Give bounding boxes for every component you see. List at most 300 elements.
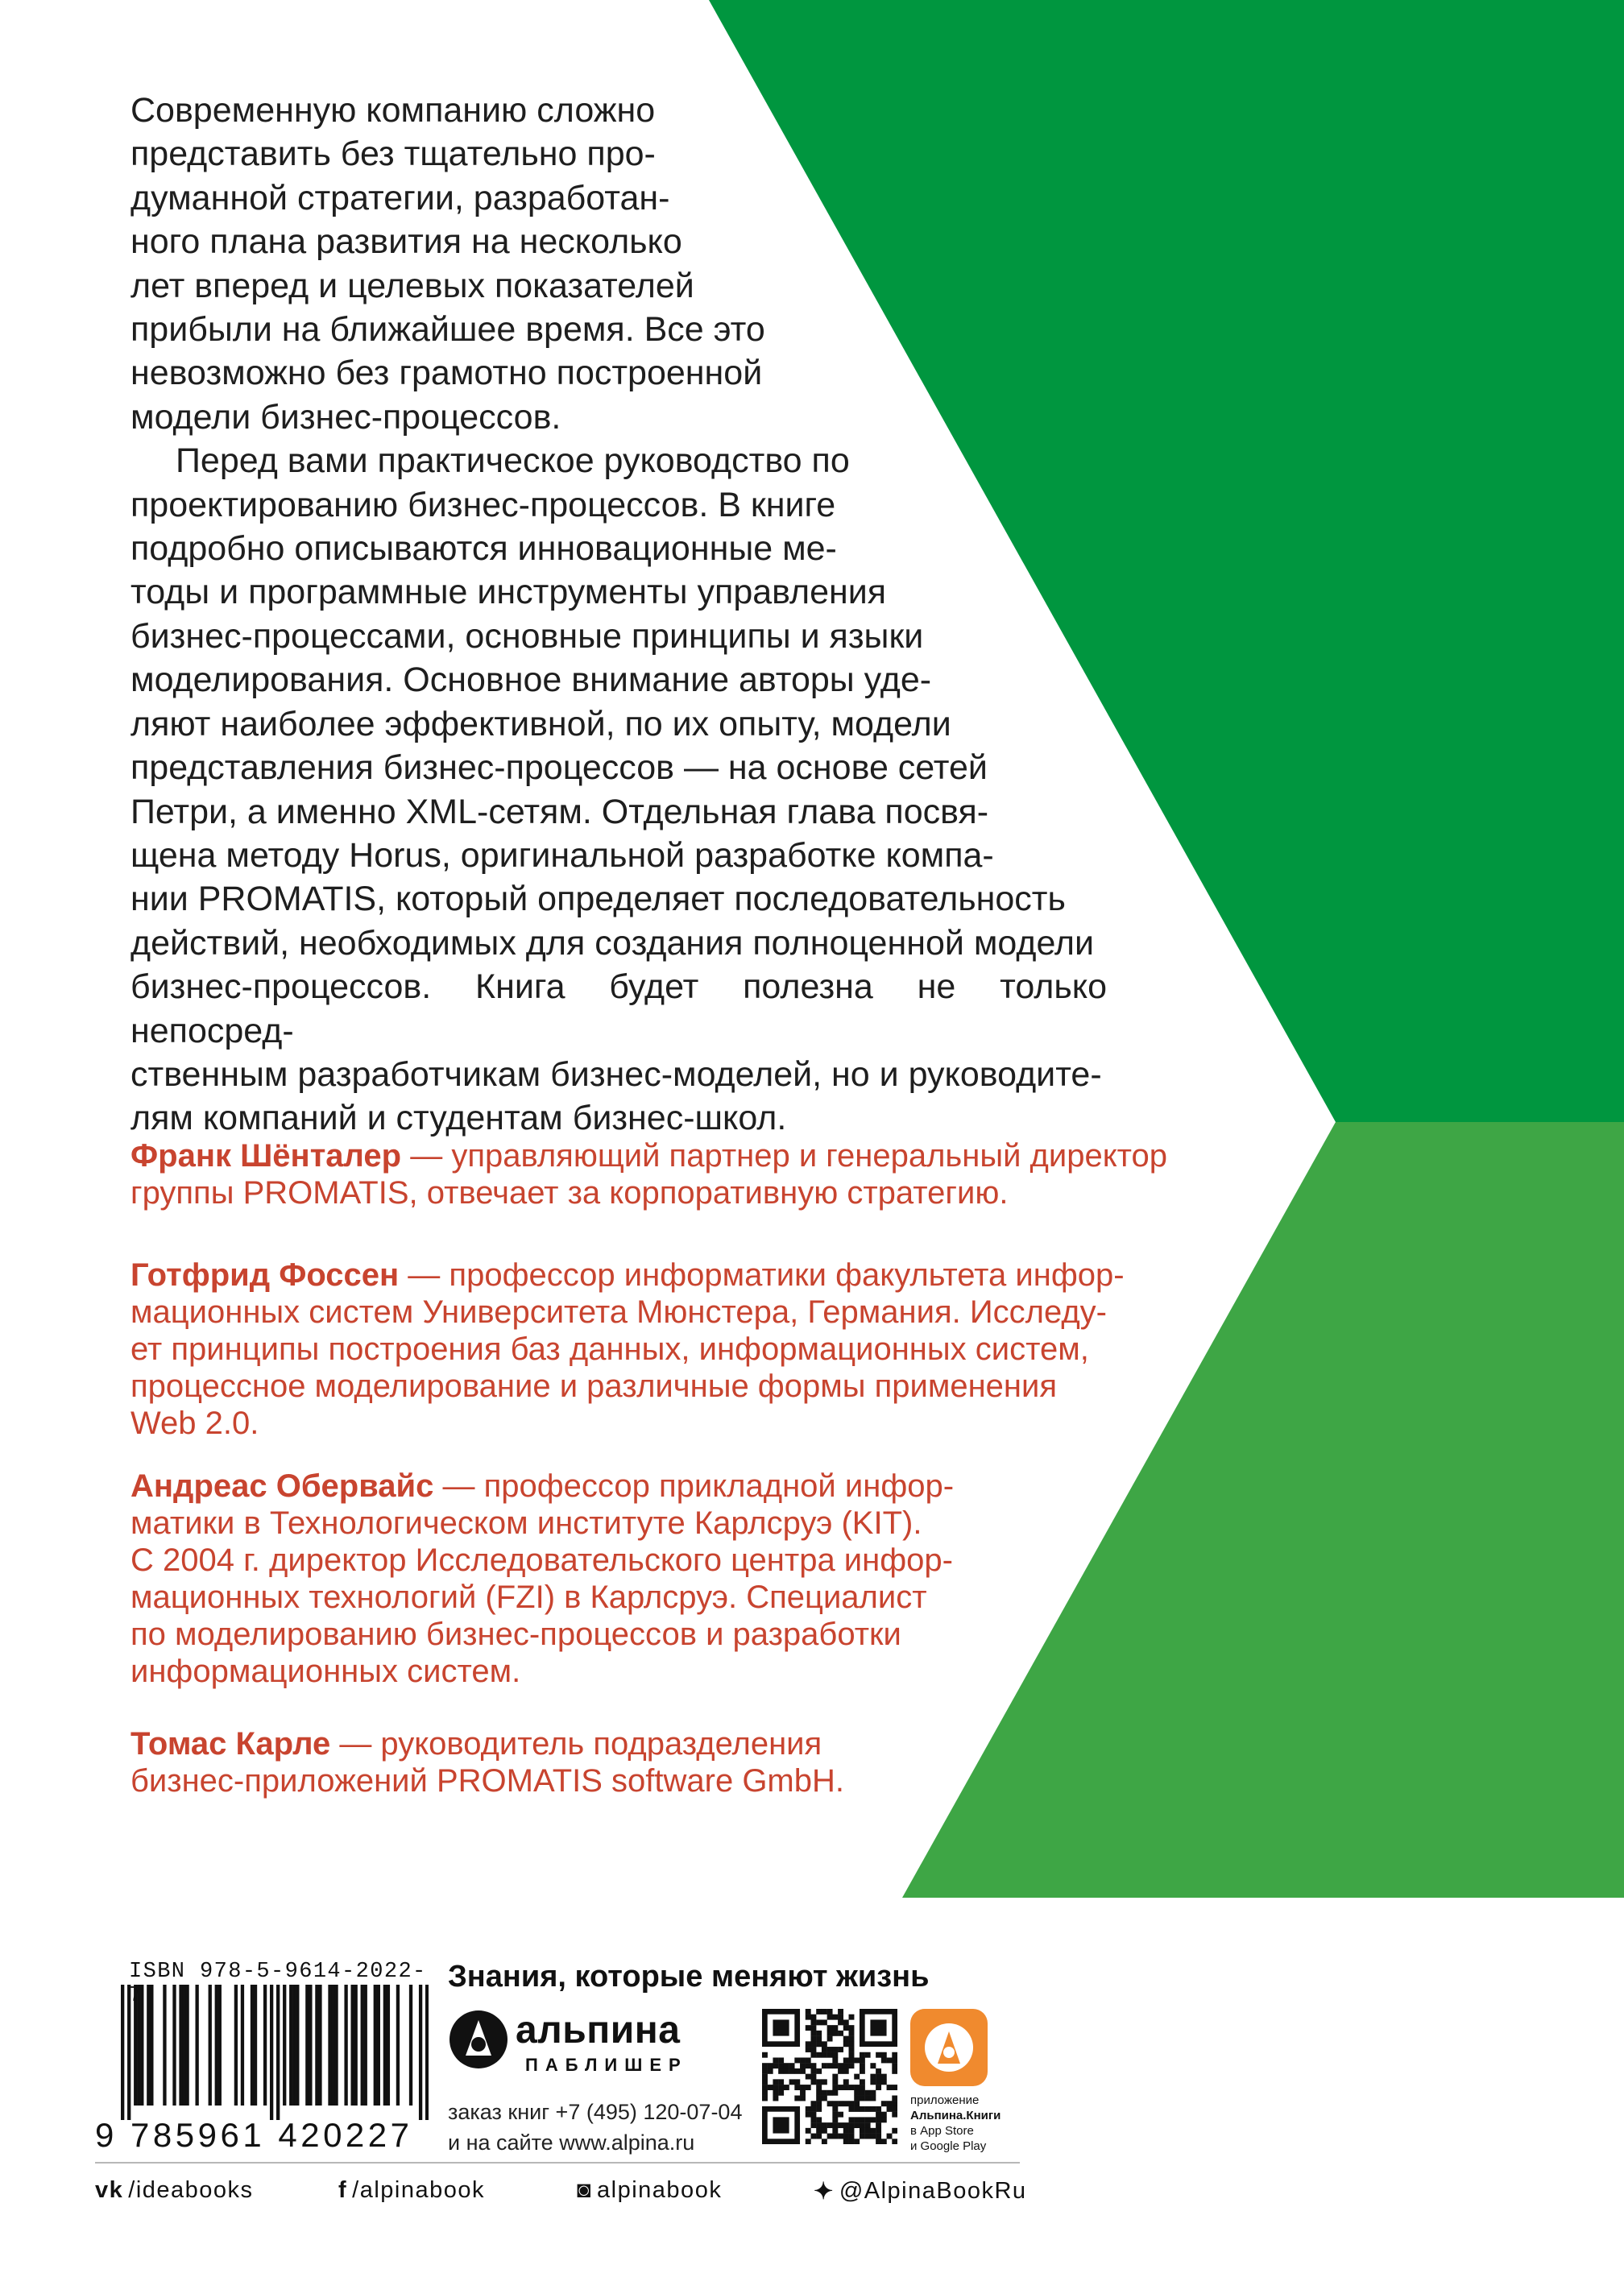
qr-module	[843, 2134, 849, 2139]
qr-module	[810, 2063, 816, 2068]
barcode-bar	[377, 1985, 380, 2106]
isbn-barcode	[121, 1985, 429, 2120]
qr-module	[816, 2031, 822, 2036]
qr-module	[832, 2122, 838, 2128]
social-vk[interactable]	[95, 2177, 254, 2204]
alpina-app-logo-icon	[910, 2009, 988, 2086]
qr-module	[887, 2085, 893, 2090]
qr-module	[816, 2052, 822, 2058]
qr-module	[789, 2063, 795, 2068]
qr-module	[768, 2063, 773, 2068]
qr-module	[843, 2041, 849, 2047]
qr-module	[892, 2063, 897, 2068]
app-line-2: Альпина.Книги	[910, 2109, 1001, 2122]
description-line: ляют наиболее эффективной, по их опыту, модели	[130, 704, 951, 743]
qr-module	[876, 2117, 881, 2122]
qr-module	[838, 2068, 843, 2074]
barcode-bar	[150, 1985, 153, 2106]
qr-module	[816, 2085, 822, 2090]
qr-module	[892, 2112, 897, 2118]
qr-module	[810, 2068, 816, 2074]
qr-module	[832, 2090, 838, 2096]
description-line: ного плана развития на несколько	[130, 222, 682, 262]
qr-module	[810, 2122, 816, 2128]
footer-divider	[95, 2162, 1020, 2164]
qr-code	[762, 2009, 897, 2144]
qr-module	[860, 2128, 865, 2134]
qr-module	[827, 2031, 833, 2036]
qr-module	[849, 2041, 855, 2047]
qr-module	[843, 2101, 849, 2106]
author-name: Франк Шёнталер	[130, 1138, 402, 1174]
qr-module	[806, 2085, 811, 2090]
barcode-bar	[292, 1985, 296, 2106]
barcode-bar	[172, 1985, 176, 2106]
alpina-logo-icon	[448, 2009, 509, 2070]
qr-module	[816, 2090, 822, 2096]
qr-module	[865, 2090, 871, 2096]
qr-module	[832, 2128, 838, 2134]
qr-module	[892, 2085, 897, 2090]
qr-module	[876, 2106, 881, 2112]
qr-module	[816, 2041, 822, 2047]
author-bio-line: Web 2.0.	[130, 1406, 259, 1441]
qr-module	[816, 2101, 822, 2106]
qr-module	[806, 2009, 811, 2014]
qr-module	[778, 2068, 784, 2074]
qr-module	[822, 2041, 827, 2047]
barcode-bar	[296, 1985, 299, 2106]
qr-module	[832, 2063, 838, 2068]
qr-module	[849, 2101, 855, 2106]
barcode-bar	[182, 1985, 185, 2106]
author-bio-line	[130, 1468, 1226, 1505]
barcode-digits: 9 785961 420227	[95, 2116, 413, 2154]
qr-module	[832, 2031, 838, 2036]
qr-module	[778, 2090, 784, 2096]
qr-module	[806, 2041, 811, 2047]
qr-module	[810, 2047, 816, 2052]
qr-module	[870, 2106, 876, 2112]
author-name: Готфрид Фоссен	[130, 1257, 400, 1293]
qr-module	[832, 2117, 838, 2122]
description-paragraph-1	[130, 89, 1107, 439]
author-name: Андреас Обервайс	[130, 1468, 434, 1504]
qr-module	[762, 2079, 768, 2085]
qr-module	[838, 2047, 843, 2052]
qr-module	[806, 2139, 811, 2144]
qr-module	[832, 2052, 838, 2058]
qr-module	[773, 2090, 778, 2096]
qr-module	[849, 2128, 855, 2134]
qr-module	[854, 2085, 860, 2090]
qr-module	[892, 2057, 897, 2063]
qr-module	[860, 2057, 865, 2063]
author-bio	[130, 1468, 1226, 1690]
barcode-bar	[364, 1985, 367, 2106]
qr-module	[822, 2019, 827, 2025]
qr-module	[887, 2057, 893, 2063]
qr-module	[822, 2128, 827, 2134]
qr-module	[860, 2063, 865, 2068]
author-bio-line: бизнес-приложений PROMATIS software GmbH.	[130, 1763, 844, 1799]
barcode-bar	[263, 1985, 267, 2106]
qr-module	[800, 2068, 806, 2074]
qr-module	[876, 2074, 881, 2080]
barcode-bar	[254, 1985, 257, 2106]
qr-module	[816, 2068, 822, 2074]
author-bio-line	[130, 1725, 1226, 1762]
qr-module	[849, 2139, 855, 2144]
description-line: действий, необходимых для создания полноценной модели	[130, 923, 1095, 963]
qr-module	[892, 2096, 897, 2101]
barcode-bar	[179, 1985, 182, 2106]
qr-finder	[773, 2019, 789, 2035]
qr-module	[827, 2036, 833, 2042]
qr-module	[860, 2079, 865, 2085]
description-line: Петри, а именно XML-сетям. Отдельная глава посвя-	[130, 792, 989, 831]
qr-module	[860, 2134, 865, 2139]
barcode-bar	[251, 1985, 254, 2106]
social-handle: /alpinabook	[352, 2177, 486, 2203]
qr-module	[822, 2063, 827, 2068]
description-line: лет вперед и целевых показателей	[130, 266, 694, 305]
description-line: модели бизнес-процессов.	[130, 397, 561, 437]
qr-module	[892, 2139, 897, 2144]
publisher-logo-sub: ПАБЛИШЕР	[525, 2055, 688, 2075]
qr-module	[876, 2112, 881, 2118]
qr-module	[854, 2106, 860, 2112]
qr-module	[876, 2085, 881, 2090]
description-line: думанной стратегии, разработан-	[130, 178, 670, 217]
qr-module	[892, 2068, 897, 2074]
qr-module	[816, 2009, 822, 2014]
qr-module	[865, 2052, 871, 2058]
qr-module	[843, 2036, 849, 2042]
qr-module	[822, 2122, 827, 2128]
qr-module	[827, 2052, 833, 2058]
order-info	[448, 2097, 742, 2158]
description-line: ственным разработчикам бизнес-моделей, но и руководите-	[130, 1054, 1102, 1094]
qr-module	[843, 2122, 849, 2128]
qr-finder	[870, 2019, 886, 2035]
qr-module	[810, 2101, 816, 2106]
qr-module	[800, 2085, 806, 2090]
qr-module	[849, 2014, 855, 2020]
qr-module	[778, 2057, 784, 2063]
qr-module	[860, 2117, 865, 2122]
author-bio-line: процессное моделирование и различные формы применения	[130, 1369, 1057, 1404]
qr-module	[870, 2063, 876, 2068]
qr-module	[816, 2122, 822, 2128]
qr-module	[794, 2096, 800, 2101]
barcode-bar	[318, 1985, 321, 2106]
qr-module	[762, 2068, 768, 2074]
author-bio-line: группы PROMATIS, отвечает за корпоративную стратегию.	[130, 1175, 1009, 1211]
barcode-bar	[185, 1985, 188, 2106]
qr-module	[827, 2090, 833, 2096]
qr-module	[854, 2074, 860, 2080]
app-line-4: и Google Play	[910, 2139, 987, 2153]
qr-module	[892, 2128, 897, 2134]
qr-module	[865, 2128, 871, 2134]
qr-module	[843, 2139, 849, 2144]
app-store-text	[910, 2093, 1031, 2154]
barcode-bar	[383, 1985, 387, 2106]
qr-module	[843, 2068, 849, 2074]
barcode-bar	[127, 1985, 130, 2120]
qr-module	[816, 2019, 822, 2025]
description-line: невозможно без грамотно построенной	[130, 354, 763, 393]
qr-module	[810, 2079, 816, 2085]
qr-module	[827, 2014, 833, 2020]
qr-module	[860, 2085, 865, 2090]
qr-module	[827, 2101, 833, 2106]
social-instagram[interactable]	[577, 2177, 722, 2204]
description-line: щена методу Horus, оригинальной разработке компа-	[130, 835, 994, 875]
qr-module	[876, 2128, 881, 2134]
qr-module	[784, 2063, 789, 2068]
author-bio	[130, 1725, 1226, 1799]
barcode-bar	[163, 1985, 166, 2106]
qr-module	[838, 2101, 843, 2106]
qr-module	[773, 2063, 778, 2068]
publisher-tagline: Знания, которые меняют жизнь	[448, 1960, 930, 1994]
qr-module	[773, 2085, 778, 2090]
qr-module	[832, 2057, 838, 2063]
qr-module	[876, 2079, 881, 2085]
qr-module	[806, 2025, 811, 2031]
qr-module	[762, 2085, 768, 2090]
qr-module	[810, 2025, 816, 2031]
social-twitter[interactable]	[814, 2177, 1027, 2205]
qr-module	[822, 2047, 827, 2052]
qr-module	[843, 2025, 849, 2031]
author-bio-text: — профессор прикладной инфор-	[433, 1468, 955, 1504]
qr-module	[832, 2112, 838, 2118]
qr-module	[832, 2106, 838, 2112]
qr-module	[832, 2014, 838, 2020]
qr-module	[860, 2090, 865, 2096]
author-bio-line: С 2004 г. директор Исследовательского центра инфор-	[130, 1542, 953, 1578]
qr-module	[849, 2085, 855, 2090]
qr-module	[810, 2106, 816, 2112]
isbn-label: ISBN 978-5-9614-2022-	[129, 1960, 427, 1984]
qr-module	[881, 2101, 887, 2106]
qr-module	[778, 2085, 784, 2090]
barcode-bar	[234, 1985, 238, 2106]
qr-module	[892, 2101, 897, 2106]
qr-module	[832, 2079, 838, 2085]
qr-module	[838, 2014, 843, 2020]
qr-module	[849, 2036, 855, 2042]
qr-module	[838, 2063, 843, 2068]
qr-module	[865, 2134, 871, 2139]
qr-module	[832, 2074, 838, 2080]
qr-module	[881, 2052, 887, 2058]
instagram-icon: ◙	[577, 2177, 593, 2203]
qr-module	[854, 2057, 860, 2063]
barcode-bar	[289, 1985, 292, 2106]
qr-module	[794, 2085, 800, 2090]
barcode-bar	[209, 1985, 212, 2106]
qr-module	[854, 2101, 860, 2106]
qr-module	[838, 2009, 843, 2014]
facebook-icon: f	[338, 2177, 348, 2203]
author-name: Томас Карле	[130, 1726, 331, 1762]
qr-module	[816, 2036, 822, 2042]
qr-module	[892, 2106, 897, 2112]
qr-module	[784, 2085, 789, 2090]
qr-module	[773, 2057, 778, 2063]
qr-module	[838, 2112, 843, 2118]
vk-icon: vk	[95, 2177, 124, 2203]
qr-module	[822, 2139, 827, 2144]
barcode-bar	[387, 1985, 390, 2106]
qr-module	[849, 2047, 855, 2052]
qr-module	[870, 2090, 876, 2096]
qr-module	[768, 2068, 773, 2074]
barcode-bar	[354, 1985, 358, 2106]
qr-module	[887, 2106, 893, 2112]
qr-module	[822, 2052, 827, 2058]
qr-module	[860, 2068, 865, 2074]
qr-module	[838, 2134, 843, 2139]
qr-module	[887, 2134, 893, 2139]
qr-module	[816, 2134, 822, 2139]
qr-module	[816, 2079, 822, 2085]
qr-module	[838, 2031, 843, 2036]
description-line: подробно описываются инновационные ме-	[130, 529, 837, 569]
barcode-bar	[283, 1985, 286, 2106]
qr-module	[806, 2014, 811, 2020]
description-line: нии PROMATIS, который определяет последовательность	[130, 880, 1066, 919]
qr-module	[865, 2096, 871, 2101]
barcode-bar	[331, 1985, 334, 2106]
qr-module	[832, 2085, 838, 2090]
barcode-bar	[315, 1985, 318, 2106]
qr-module	[800, 2063, 806, 2068]
qr-module	[865, 2106, 871, 2112]
barcode-bar	[215, 1985, 218, 2106]
qr-module	[870, 2117, 876, 2122]
author-bio	[130, 1137, 1226, 1211]
qr-module	[806, 2112, 811, 2118]
qr-module	[843, 2019, 849, 2025]
qr-module	[860, 2106, 865, 2112]
barcode-bar	[419, 1985, 422, 2120]
qr-module	[843, 2085, 849, 2090]
qr-module	[860, 2052, 865, 2058]
qr-module	[849, 2106, 855, 2112]
author-bio-line	[130, 1257, 1226, 1294]
qr-module	[822, 2079, 827, 2085]
description-line: представить без тщательно про-	[130, 135, 656, 174]
qr-module	[881, 2057, 887, 2063]
qr-module	[810, 2117, 816, 2122]
barcode-bar	[361, 1985, 364, 2106]
qr-finder	[773, 2117, 789, 2133]
author-bio-line: мационных технологий (FZI) в Карлсруэ. Специалист	[130, 1580, 927, 1615]
qr-module	[887, 2101, 893, 2106]
barcode-bar	[350, 1985, 354, 2106]
qr-module	[843, 2063, 849, 2068]
app-line-3: в App Store	[910, 2124, 974, 2138]
qr-module	[816, 2117, 822, 2122]
order-site: и на сайте www.alpina.ru	[448, 2130, 695, 2155]
qr-module	[794, 2057, 800, 2063]
barcode-bar	[140, 1985, 143, 2106]
qr-module	[870, 2079, 876, 2085]
qr-module	[870, 2128, 876, 2134]
qr-module	[806, 2106, 811, 2112]
qr-module	[876, 2139, 881, 2144]
order-phone: заказ книг +7 (495) 120-07-04	[448, 2100, 743, 2124]
qr-module	[810, 2041, 816, 2047]
qr-module	[881, 2074, 887, 2080]
qr-module	[806, 2047, 811, 2052]
qr-module	[810, 2112, 816, 2118]
qr-module	[810, 2052, 816, 2058]
qr-module	[806, 2063, 811, 2068]
qr-module	[789, 2079, 795, 2085]
qr-module	[773, 2096, 778, 2101]
qr-module	[810, 2014, 816, 2020]
qr-module	[822, 2009, 827, 2014]
author-bio	[130, 1257, 1226, 1442]
barcode-bar	[137, 1985, 140, 2106]
author-bio-text: — профессор информатики факультета инфор-	[399, 1257, 1125, 1293]
qr-module	[789, 2068, 795, 2074]
qr-module	[870, 2074, 876, 2080]
qr-module	[849, 2052, 855, 2058]
qr-module	[827, 2134, 833, 2139]
qr-module	[810, 2134, 816, 2139]
qr-module	[849, 2031, 855, 2036]
qr-module	[838, 2122, 843, 2128]
qr-module	[843, 2128, 849, 2134]
qr-module	[784, 2068, 789, 2074]
qr-module	[876, 2134, 881, 2139]
qr-module	[838, 2085, 843, 2090]
social-facebook[interactable]	[338, 2177, 485, 2204]
twitter-icon: ✦	[814, 2179, 835, 2205]
qr-module	[876, 2122, 881, 2128]
qr-module	[806, 2128, 811, 2134]
social-handle: @AlpinaBookRu	[839, 2178, 1027, 2204]
author-bio-line: информационных систем.	[130, 1654, 521, 1689]
author-bio-line: по моделированию бизнес-процессов и разработки	[130, 1617, 901, 1652]
qr-module	[816, 2106, 822, 2112]
qr-module	[876, 2068, 881, 2074]
author-bio-line: мационных систем Университета Мюнстера, Германия. Исследу-	[130, 1294, 1107, 1330]
barcode-bar	[309, 1985, 312, 2106]
qr-module	[810, 2031, 816, 2036]
social-handle: /ideabooks	[128, 2177, 254, 2203]
qr-module	[762, 2090, 768, 2096]
description-line: лям компаний и студентам бизнес-школ.	[130, 1099, 787, 1138]
qr-module	[822, 2096, 827, 2101]
qr-module	[854, 2117, 860, 2122]
qr-module	[762, 2096, 768, 2101]
qr-module	[865, 2117, 871, 2122]
description-line: бизнес-процессов. Книга будет полезна не только непосред-	[130, 967, 1107, 1050]
qr-module	[800, 2057, 806, 2063]
author-bio-line	[130, 1137, 1226, 1174]
barcode-bar	[425, 1985, 429, 2120]
qr-module	[816, 2096, 822, 2101]
qr-module	[849, 2063, 855, 2068]
